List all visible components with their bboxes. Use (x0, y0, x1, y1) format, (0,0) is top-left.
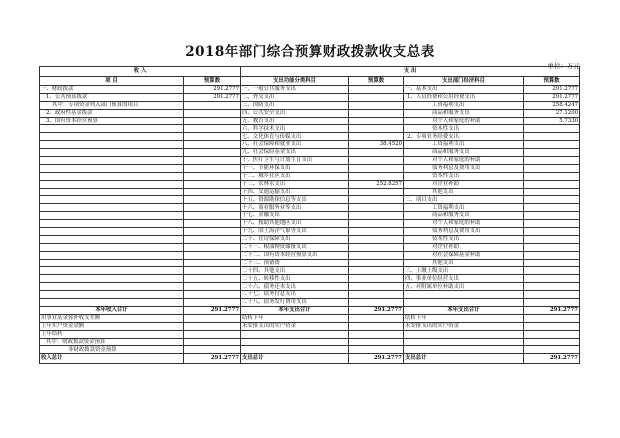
table-row-cell: 结转下年 (241, 314, 349, 322)
table-row-cell (349, 314, 404, 322)
table-row-cell: 二十、住房保障支出 (241, 235, 349, 243)
table-row-cell: 一、基本支出 (404, 86, 524, 94)
table-row-cell (524, 133, 580, 141)
table-row-cell (524, 196, 580, 204)
table-row-cell: 四、事业单位经营支出 (404, 275, 524, 283)
page-title: 2018年部门综合预算财政拨款收支总表 (185, 44, 435, 60)
table-row-cell (524, 172, 580, 180)
year-total-row-cell: 本年支出合计 (241, 306, 349, 314)
table-row-cell: 291.2777 (184, 93, 241, 101)
table-row-cell (184, 101, 241, 109)
grand-total-row-cell: 收入总计 (40, 354, 184, 364)
table-row-cell (184, 243, 241, 251)
table-row (40, 220, 580, 228)
table-row-cell (184, 283, 241, 291)
table-row-cell (184, 267, 241, 275)
table-row-cell (184, 220, 241, 228)
table-row-cell (40, 180, 184, 188)
table-row-cell: 债务利息及费用支出 (404, 164, 524, 172)
table-row-cell (524, 180, 580, 188)
table-row-cell: 二十三、预备费 (241, 259, 349, 267)
table-row-cell: 未安排支出的实户资金 (241, 322, 349, 330)
table-row-cell (349, 172, 404, 180)
table-row-cell (184, 133, 241, 141)
table-row-cell (40, 172, 184, 180)
table-row-cell: 十八、援助其他地区支出 (241, 220, 349, 228)
table-row-cell (404, 299, 524, 307)
table-row-cell: 291.2777 (524, 93, 580, 101)
year-total-row-cell: 本年收入合计 (40, 306, 184, 314)
table-row-cell (524, 157, 580, 165)
table-row-cell (349, 149, 404, 157)
table-row-cell: 258.4247 (524, 101, 580, 109)
table-row-cell (184, 172, 241, 180)
table-row-cell: 二十七、债务付息支出 (241, 291, 349, 299)
table-row-cell (349, 346, 404, 354)
table-row-cell (184, 251, 241, 259)
table-row-cell: 十二、城乡社区支出 (241, 172, 349, 180)
grand-total-row-cell: 291.2777 (524, 354, 580, 364)
table-row-cell (524, 291, 580, 299)
table-row (40, 109, 580, 117)
year-total-row-cell: 本年支出合计 (404, 306, 524, 314)
table-row-cell (349, 267, 404, 275)
table-row (40, 188, 580, 196)
year-total-row (40, 306, 580, 314)
budget-table (39, 66, 580, 364)
table-row-cell (524, 330, 580, 338)
table-row-cell (184, 346, 241, 354)
table-row (40, 204, 580, 212)
table-row-cell (349, 299, 404, 307)
table-row-cell: 十、医疗卫生与计划生育支出 (241, 157, 349, 165)
table-row-cell (524, 212, 580, 220)
table-row-cell (349, 330, 404, 338)
header-row-1 (40, 67, 580, 77)
table-row-cell (524, 220, 580, 228)
year-total-row-cell: 291.2777 (184, 306, 241, 314)
table-row (40, 283, 580, 291)
table-row (40, 243, 580, 251)
table-row-cell (241, 330, 349, 338)
table-row-cell (184, 299, 241, 307)
table-row-cell (349, 196, 404, 204)
table-row-cell (40, 157, 184, 165)
table-row (40, 164, 580, 172)
table-row-cell (184, 149, 241, 157)
table-row-cell (40, 149, 184, 157)
table-row-cell: 其中：专项资金列入部门预算的项目 (40, 101, 184, 109)
table-row-cell (404, 346, 524, 354)
table-row (40, 196, 580, 204)
table-row (40, 117, 580, 125)
table-row-cell (40, 291, 184, 299)
table-row-cell: 1、公共预算拨款 (40, 93, 184, 101)
table-row-cell: 对个人和家庭的补助 (404, 220, 524, 228)
table-row-cell (349, 251, 404, 259)
table-row-cell (349, 86, 404, 94)
table-row-cell (40, 188, 184, 196)
table-row-cell (184, 259, 241, 267)
income-header: 收 入 (40, 67, 241, 77)
table-row-cell (349, 291, 404, 299)
table-row-cell (524, 235, 580, 243)
table-row (40, 275, 580, 283)
grand-total-row-cell: 291.2777 (349, 354, 404, 364)
table-row-cell (404, 291, 524, 299)
table-row-cell (404, 338, 524, 346)
table-row-cell: 工资福利支出 (404, 204, 524, 212)
expense-header: 支 出 (241, 67, 580, 77)
table-row-cell (524, 243, 580, 251)
table-row-cell (40, 267, 184, 275)
table-row-cell (349, 164, 404, 172)
grand-total-row-cell: 支出总计 (241, 354, 349, 364)
table-row (40, 172, 580, 180)
table-row-cell: 八、社会保障和就业支出 (241, 141, 349, 149)
table-row-cell: 十三、农林水支出 (241, 180, 349, 188)
table-row-cell (524, 188, 580, 196)
table-row-cell (349, 109, 404, 117)
table-row (40, 86, 580, 94)
table-row-cell (349, 243, 404, 251)
year-total-row-cell: 291.2777 (524, 306, 580, 314)
table-row-cell (349, 220, 404, 228)
table-row-cell (524, 346, 580, 354)
table-row-cell (184, 204, 241, 212)
table-row-cell: 对社会保障基金补助 (404, 251, 524, 259)
table-row-cell (184, 212, 241, 220)
econ-subject-header: 支出部门经济科目 (404, 76, 524, 86)
table-row-cell (349, 338, 404, 346)
table-row-cell (349, 117, 404, 125)
table-row-cell: 上年结转 (40, 330, 184, 338)
year-total-row-cell: 291.2777 (349, 306, 404, 314)
table-row-cell: 商品和服务支出 (404, 212, 524, 220)
table-row-cell (40, 125, 184, 133)
table-row (40, 299, 580, 307)
table-row (40, 291, 580, 299)
table-row-cell (349, 101, 404, 109)
table-row-cell: 未安排支出的实户资金 (404, 322, 524, 330)
table-row-cell: 五、教育支出 (241, 117, 349, 125)
table-row (40, 267, 580, 275)
table-row-cell: 六、科学技术支出 (241, 125, 349, 133)
table-row-cell: 十六、商业服务业等支出 (241, 204, 349, 212)
table-row-cell (349, 259, 404, 267)
table-row-cell (349, 93, 404, 101)
table-row-cell (40, 133, 184, 141)
table-row-cell: 5.7330 (524, 117, 580, 125)
project-header: 项 目 (40, 76, 184, 86)
table-row-cell: 27.1200 (524, 109, 580, 117)
table-row-cell (184, 125, 241, 133)
table-row (40, 125, 580, 133)
table-row-cell: 对企业补助 (404, 243, 524, 251)
table-row-cell: 对个人和家庭的补助 (404, 157, 524, 165)
table-row-cell: 用事业基金弥补收支差额 (40, 314, 184, 322)
table-row-cell (40, 164, 184, 172)
table-row (40, 235, 580, 243)
table-row (40, 314, 580, 322)
table-row-cell (524, 267, 580, 275)
table-row-cell: 结转下年 (404, 314, 524, 322)
grand-total-row (40, 354, 580, 364)
table-row-cell: 四、公共安全支出 (241, 109, 349, 117)
grand-total-row-cell: 支出总计 (404, 354, 524, 364)
table-row (40, 322, 580, 330)
table-row-cell: 291.2777 (184, 86, 241, 94)
table-row-cell (524, 283, 580, 291)
table-row-cell: 其他支出 (404, 188, 524, 196)
table-row-cell (349, 125, 404, 133)
table-row (40, 228, 580, 236)
table-row (40, 141, 580, 149)
income-budget-header: 预算数 (184, 76, 241, 86)
table-row-cell (184, 188, 241, 196)
table-row-cell: 二十六、债务还本支出 (241, 283, 349, 291)
table-row-cell: 38.4520 (349, 141, 404, 149)
table-row-cell (40, 235, 184, 243)
table-row-cell: 其他支出 (404, 259, 524, 267)
table-row-cell (524, 338, 580, 346)
table-row-cell: 上年实户资金余额 (40, 322, 184, 330)
table-row-cell (40, 204, 184, 212)
table-row (40, 330, 580, 338)
table-row-cell: 十四、交通运输支出 (241, 188, 349, 196)
table-row-cell (184, 235, 241, 243)
table-row-cell (349, 133, 404, 141)
table-row (40, 101, 580, 109)
table-row-cell (524, 125, 580, 133)
table-row-cell (40, 275, 184, 283)
table-row-cell (184, 314, 241, 322)
table-row-cell (524, 204, 580, 212)
table-row (40, 259, 580, 267)
header-row-2 (40, 76, 580, 86)
table-row-cell: 工资福利支出 (404, 141, 524, 149)
table-row-cell (349, 235, 404, 243)
table-row-cell: 其中：财政拨款资金预算 (40, 338, 184, 346)
table-row-cell (524, 141, 580, 149)
table-row-cell (349, 157, 404, 165)
grand-total-row-cell: 291.2777 (184, 354, 241, 364)
table-row-cell (40, 228, 184, 236)
table-row-cell (524, 228, 580, 236)
table-row-cell: 非财政拨款资金预算 (40, 346, 184, 354)
table-row-cell: 资本性支出 (404, 125, 524, 133)
table-row-cell: 2、专项业务经费支出 (404, 133, 524, 141)
table-row-cell (404, 330, 524, 338)
table-row-cell (40, 259, 184, 267)
table-row-cell: 商品和服务支出 (404, 149, 524, 157)
table-row (40, 157, 580, 165)
table-row-cell: 二十四、其他支出 (241, 267, 349, 275)
table-row-cell (241, 346, 349, 354)
table-row-cell: 十七、金融支出 (241, 212, 349, 220)
table-row-cell (184, 291, 241, 299)
table-row-cell: 十一、节能环保支出 (241, 164, 349, 172)
table-row-cell (184, 109, 241, 117)
table-row-cell (40, 196, 184, 204)
table-row-cell: 九、社会保险基金支出 (241, 149, 349, 157)
table-row-cell (184, 338, 241, 346)
table-row-cell: 七、文化体育与传媒支出 (241, 133, 349, 141)
table-row-cell: 3、国有资本经营预算 (40, 117, 184, 125)
func-subject-header: 支出功能分类科目 (241, 76, 349, 86)
table-row (40, 212, 580, 220)
table-row-cell (349, 283, 404, 291)
table-row-cell (184, 117, 241, 125)
table-row-cell (184, 141, 241, 149)
table-row-cell: 一、财政拨款 (40, 86, 184, 94)
econ-budget-header: 预算数 (524, 76, 580, 86)
table-row-cell: 资本性支出 (404, 172, 524, 180)
table-row-cell: 工资福利支出 (404, 101, 524, 109)
table-row-cell (184, 322, 241, 330)
table-row-cell (524, 275, 580, 283)
table-row (40, 133, 580, 141)
unit-label: 单位：万元 (547, 62, 580, 70)
table-row-cell: 二、项目支出 (404, 196, 524, 204)
table-row (40, 93, 580, 101)
table-row-cell (40, 299, 184, 307)
table-row-cell (184, 157, 241, 165)
table-row (40, 251, 580, 259)
table-row-cell: 一、一般公共服务支出 (241, 86, 349, 94)
table-row-cell (184, 275, 241, 283)
table-row-cell (524, 322, 580, 330)
table-row-cell: 商品和服务支出 (404, 109, 524, 117)
table-row-cell: 对个人和家庭的补助 (404, 117, 524, 125)
table-row-cell (524, 251, 580, 259)
table-row (40, 338, 580, 346)
table-row-cell (184, 180, 241, 188)
table-row-cell (40, 251, 184, 259)
table-row-cell: 五、对附属单位补助支出 (404, 283, 524, 291)
table-row-cell: 对企业补助 (404, 180, 524, 188)
table-row-cell (184, 228, 241, 236)
table-row (40, 149, 580, 157)
table-row-cell: 债务利息及费用支出 (404, 228, 524, 236)
table-row-cell: 三、国防支出 (241, 101, 349, 109)
table-row-cell (40, 243, 184, 251)
table-row-cell: 2、政府性基金拨款 (40, 109, 184, 117)
func-budget-header: 预算数 (349, 76, 404, 86)
table-row-cell: 二、外交支出 (241, 93, 349, 101)
table-row-cell (349, 275, 404, 283)
table-row-cell: 二十一、粮油物资储备支出 (241, 243, 349, 251)
table-row-cell: 资本性支出 (404, 235, 524, 243)
table-row-cell (349, 212, 404, 220)
table-row-cell (40, 212, 184, 220)
table-row-cell: 十五、资源勘探信息等支出 (241, 196, 349, 204)
table-row-cell (349, 204, 404, 212)
table-row-cell: 291.2777 (524, 86, 580, 94)
table-row-cell (184, 330, 241, 338)
table-row-cell (524, 314, 580, 322)
table-row-cell (524, 299, 580, 307)
table-row (40, 180, 580, 188)
table-row-cell (40, 141, 184, 149)
table-row-cell: 十九、国土海洋气象等支出 (241, 228, 349, 236)
table-row-cell (524, 149, 580, 157)
table-row-cell: 252.8257 (349, 180, 404, 188)
table-row (40, 346, 580, 354)
table-row-cell (184, 164, 241, 172)
table-row-cell (349, 322, 404, 330)
table-row-cell: 二十八、债务发行费用支出 (241, 299, 349, 307)
table-row-cell (349, 188, 404, 196)
table-row-cell (524, 164, 580, 172)
table-row-cell (349, 228, 404, 236)
table-row-cell (40, 283, 184, 291)
table-row-cell: 二十五、转移性支出 (241, 275, 349, 283)
table-row-cell: 三、上缴上级支出 (404, 267, 524, 275)
table-row-cell (241, 338, 349, 346)
table-row-cell: 1、人员经费和公用经费支出 (404, 93, 524, 101)
table-row-cell (184, 196, 241, 204)
table-row-cell (40, 220, 184, 228)
table-row-cell (524, 259, 580, 267)
table-row-cell: 二十二、国有资本经营预算支出 (241, 251, 349, 259)
